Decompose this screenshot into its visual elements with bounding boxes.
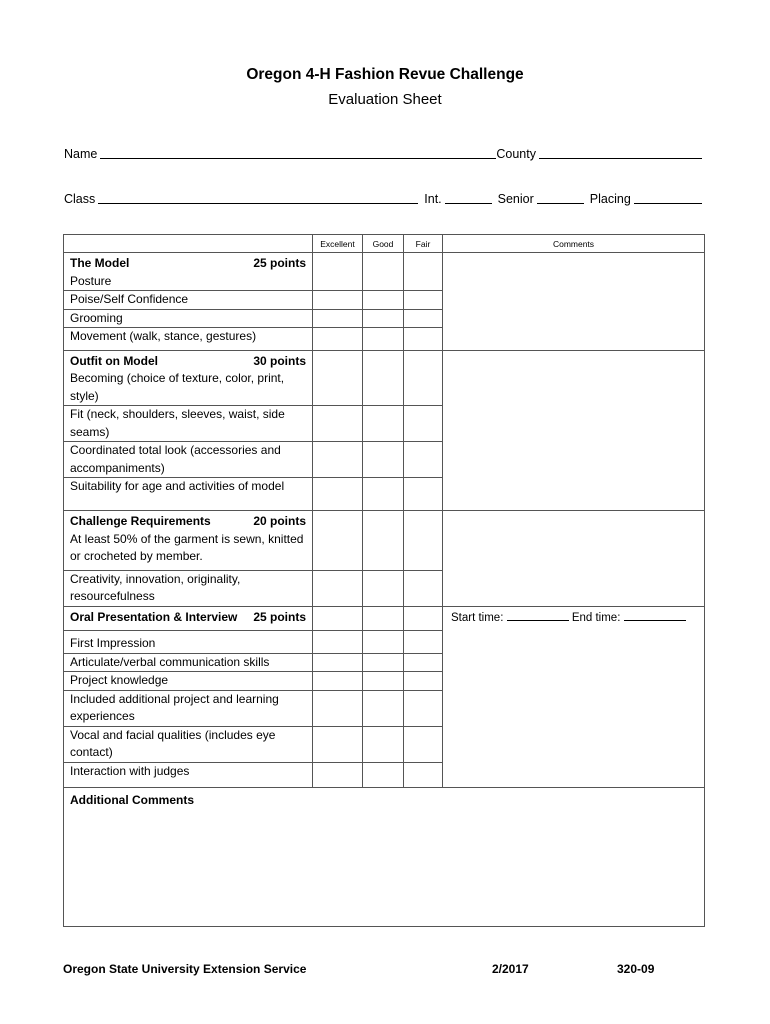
criterion-label: Becoming (choice of texture, color, print, style) bbox=[70, 371, 285, 403]
rating-cell-fair[interactable] bbox=[404, 570, 443, 606]
rating-cell-excellent[interactable] bbox=[313, 478, 363, 511]
criterion-label: Included additional project and learning experiences bbox=[64, 690, 313, 726]
rating-cell-fair[interactable] bbox=[404, 406, 443, 442]
criterion-label: Poise/Self Confidence bbox=[64, 291, 313, 310]
rating-cell-fair[interactable] bbox=[404, 328, 443, 351]
section-header-outfit bbox=[70, 353, 306, 371]
rating-cell-fair[interactable] bbox=[404, 690, 443, 726]
rating-cell-good[interactable] bbox=[363, 291, 404, 310]
section-points: 30 points bbox=[253, 353, 306, 368]
table-header-row bbox=[64, 235, 705, 253]
comments-cell-oral[interactable] bbox=[443, 606, 705, 787]
footer-date: 2/2017 bbox=[492, 962, 529, 976]
rating-cell-good[interactable] bbox=[363, 726, 404, 762]
section-header-challenge bbox=[70, 513, 306, 531]
header-good: Good bbox=[363, 235, 404, 253]
criterion-label: Articulate/verbal communication skills bbox=[64, 653, 313, 672]
rating-cell-fair[interactable] bbox=[404, 511, 443, 571]
rating-cell-excellent[interactable] bbox=[313, 631, 363, 654]
rating-cell-fair[interactable] bbox=[404, 253, 443, 291]
criterion-label: Vocal and facial qualities (includes eye contact) bbox=[64, 726, 313, 762]
additional-comments-cell[interactable] bbox=[64, 787, 705, 926]
table-row bbox=[64, 350, 705, 406]
criterion-label: Fit (neck, shoulders, sleeves, waist, side seams) bbox=[64, 406, 313, 442]
rating-cell-excellent[interactable] bbox=[313, 309, 363, 328]
rating-cell-fair[interactable] bbox=[404, 762, 443, 787]
criterion-label: Creativity, innovation, originality, resourcefulness bbox=[64, 570, 313, 606]
rating-cell-excellent[interactable] bbox=[313, 570, 363, 606]
rating-cell-good[interactable] bbox=[363, 653, 404, 672]
class-label: Class bbox=[64, 192, 96, 206]
senior-label: Senior bbox=[497, 192, 534, 206]
rating-cell-excellent[interactable] bbox=[313, 442, 363, 478]
rating-cell-fair[interactable] bbox=[404, 291, 443, 310]
table-row bbox=[64, 253, 705, 291]
rating-cell-excellent[interactable] bbox=[313, 672, 363, 691]
section-header-oral bbox=[70, 609, 306, 627]
rating-cell-fair[interactable] bbox=[404, 606, 443, 631]
rating-cell-fair[interactable] bbox=[404, 309, 443, 328]
rating-cell-excellent[interactable] bbox=[313, 406, 363, 442]
page-title: Oregon 4-H Fashion Revue Challenge bbox=[246, 66, 524, 83]
section-title: Outfit on Model bbox=[70, 353, 158, 368]
end-time-field[interactable] bbox=[624, 609, 686, 621]
rating-cell-good[interactable] bbox=[363, 762, 404, 787]
comments-cell-outfit[interactable] bbox=[443, 350, 705, 511]
int-field[interactable] bbox=[445, 191, 492, 204]
rating-cell-excellent[interactable] bbox=[313, 253, 363, 291]
name-county-row bbox=[64, 143, 702, 161]
senior-field[interactable] bbox=[537, 191, 584, 204]
section-outfit-cell bbox=[64, 350, 313, 406]
comments-cell-challenge[interactable] bbox=[443, 511, 705, 607]
section-title: The Model bbox=[70, 256, 130, 270]
rating-cell-excellent[interactable] bbox=[313, 606, 363, 631]
criterion-label: Movement (walk, stance, gestures) bbox=[64, 328, 313, 351]
rating-cell-good[interactable] bbox=[363, 570, 404, 606]
section-title: Challenge Requirements bbox=[70, 514, 211, 528]
section-title: Oral Presentation & Interview bbox=[70, 609, 238, 624]
table-row bbox=[64, 606, 705, 631]
rating-cell-good[interactable] bbox=[363, 253, 404, 291]
rating-cell-excellent[interactable] bbox=[313, 350, 363, 406]
rating-cell-fair[interactable] bbox=[404, 672, 443, 691]
section-points: 25 points bbox=[253, 609, 306, 624]
class-row bbox=[64, 188, 702, 206]
criterion-label: Interaction with judges bbox=[64, 762, 313, 787]
int-label: Int. bbox=[424, 192, 442, 206]
rating-cell-good[interactable] bbox=[363, 442, 404, 478]
county-field[interactable] bbox=[539, 146, 702, 159]
class-field[interactable] bbox=[98, 191, 418, 204]
criterion-label: At least 50% of the garment is sewn, knitted or crocheted by member. bbox=[70, 531, 304, 563]
rating-cell-good[interactable] bbox=[363, 309, 404, 328]
rating-cell-good[interactable] bbox=[363, 672, 404, 691]
footer-org: Oregon State University Extension Service bbox=[63, 962, 307, 976]
rating-cell-good[interactable] bbox=[363, 350, 404, 406]
table-row bbox=[64, 511, 705, 571]
rating-cell-fair[interactable] bbox=[404, 726, 443, 762]
criterion-label: First Impression bbox=[64, 631, 313, 654]
section-points: 25 points bbox=[253, 256, 306, 270]
criterion-label: Grooming bbox=[64, 309, 313, 328]
rating-cell-excellent[interactable] bbox=[313, 726, 363, 762]
end-time-label: End time: bbox=[571, 611, 621, 624]
evaluation-table bbox=[63, 234, 705, 927]
header-comments: Comments bbox=[443, 235, 705, 253]
comments-cell-model[interactable] bbox=[443, 253, 705, 351]
rating-cell-fair[interactable] bbox=[404, 653, 443, 672]
rating-cell-good[interactable] bbox=[363, 406, 404, 442]
rating-cell-fair[interactable] bbox=[404, 478, 443, 511]
rating-cell-excellent[interactable] bbox=[313, 291, 363, 310]
rating-cell-excellent[interactable] bbox=[313, 511, 363, 571]
table-row bbox=[64, 787, 705, 926]
section-model-cell bbox=[64, 253, 313, 291]
section-points: 20 points bbox=[253, 514, 306, 528]
additional-comments-label: Additional Comments bbox=[70, 792, 195, 807]
rating-cell-good[interactable] bbox=[363, 478, 404, 511]
name-label: Name bbox=[64, 147, 98, 161]
section-oral-cell bbox=[64, 606, 313, 631]
criterion-label: Posture bbox=[70, 273, 112, 288]
rating-cell-fair[interactable] bbox=[404, 350, 443, 406]
rating-cell-good[interactable] bbox=[363, 631, 404, 654]
page-subtitle: Evaluation Sheet bbox=[328, 91, 442, 108]
rating-cell-good[interactable] bbox=[363, 328, 404, 351]
rating-cell-fair[interactable] bbox=[404, 631, 443, 654]
county-label: County bbox=[496, 147, 536, 161]
header-excellent: Excellent bbox=[313, 235, 363, 253]
rating-cell-good[interactable] bbox=[363, 690, 404, 726]
rating-cell-good[interactable] bbox=[363, 606, 404, 631]
criterion-label: Project knowledge bbox=[64, 672, 313, 691]
footer-code: 320-09 bbox=[617, 962, 655, 976]
rating-cell-excellent[interactable] bbox=[313, 328, 363, 351]
time-fields bbox=[451, 607, 698, 628]
header-blank bbox=[64, 235, 313, 253]
criterion-label: Suitability for age and activities of model bbox=[64, 478, 313, 511]
start-time-field[interactable] bbox=[507, 609, 569, 621]
rating-cell-fair[interactable] bbox=[404, 442, 443, 478]
start-time-label: Start time: bbox=[451, 611, 504, 624]
rating-cell-excellent[interactable] bbox=[313, 653, 363, 672]
rating-cell-good[interactable] bbox=[363, 511, 404, 571]
name-field[interactable] bbox=[100, 146, 496, 159]
rating-cell-excellent[interactable] bbox=[313, 690, 363, 726]
section-challenge-cell bbox=[64, 511, 313, 571]
header-fair: Fair bbox=[404, 235, 443, 253]
section-header-model bbox=[70, 255, 306, 273]
rating-cell-excellent[interactable] bbox=[313, 762, 363, 787]
criterion-label: Coordinated total look (accessories and accompaniments) bbox=[64, 442, 313, 478]
placing-field[interactable] bbox=[634, 191, 702, 204]
placing-label: Placing bbox=[589, 192, 631, 206]
